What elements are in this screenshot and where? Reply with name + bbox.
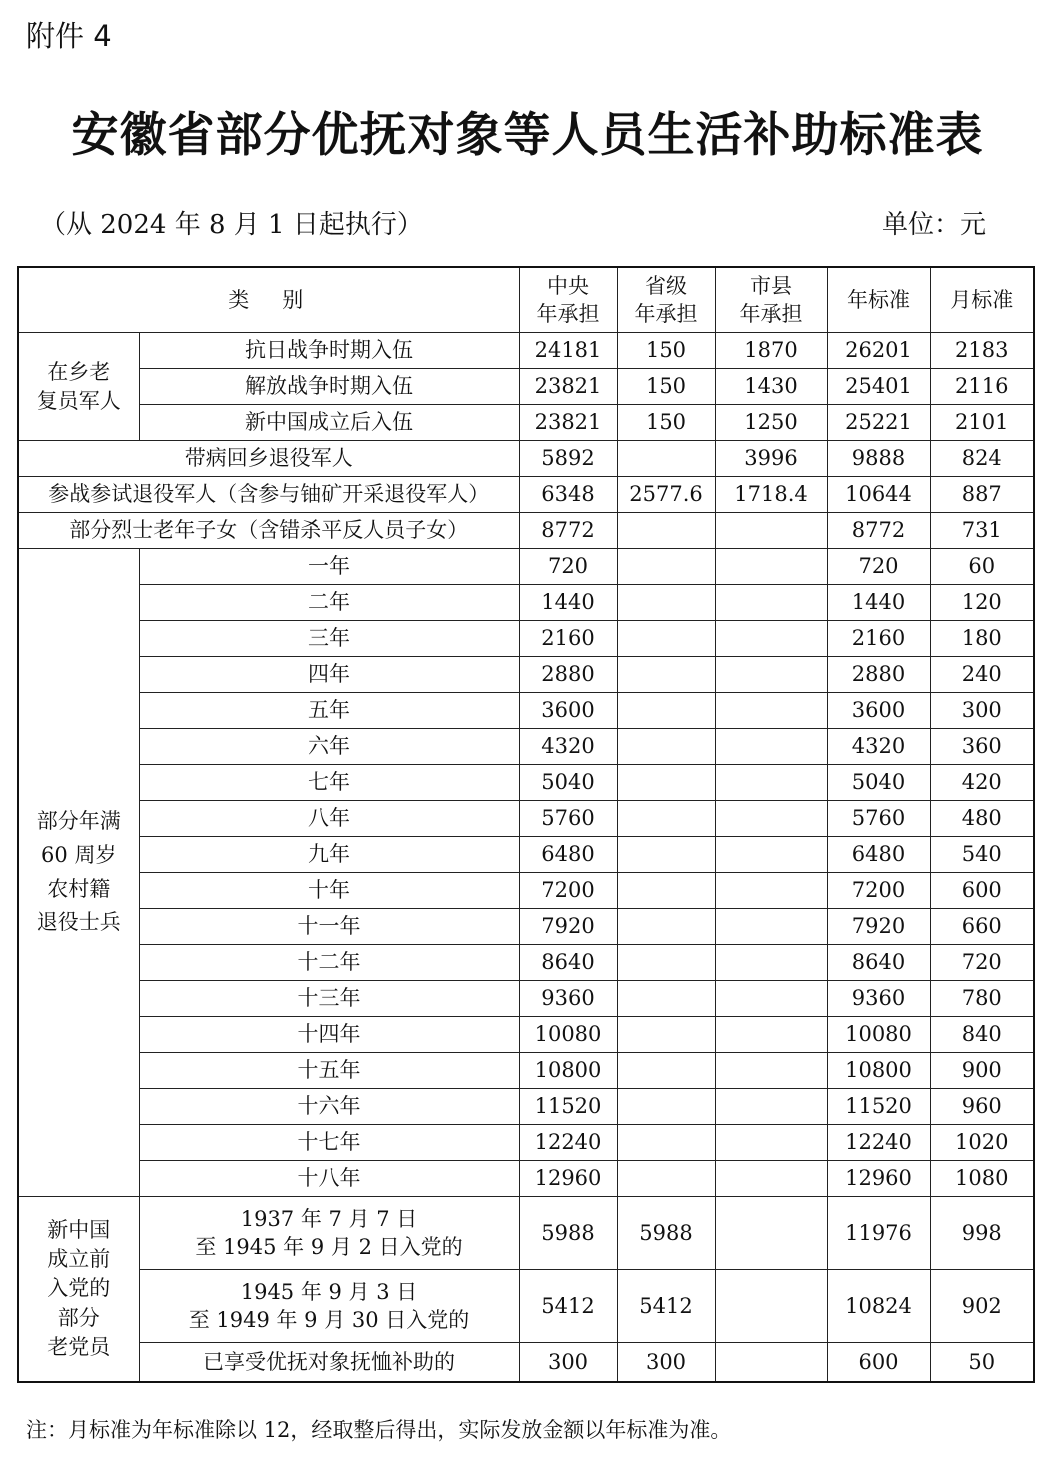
city-value (715, 1125, 827, 1161)
city-value (715, 1089, 827, 1125)
city-value (715, 801, 827, 837)
city-value: 1250 (715, 405, 827, 441)
province-value (617, 1161, 715, 1197)
annual-value: 600 (827, 1343, 930, 1383)
annual-value: 10644 (827, 477, 930, 513)
province-value (617, 765, 715, 801)
row-label: 解放战争时期入伍 (139, 369, 519, 405)
table-row (18, 333, 1034, 369)
table-row (18, 657, 1034, 693)
row-label: 六年 (139, 729, 519, 765)
monthly-value: 840 (930, 1017, 1034, 1053)
monthly-value: 240 (930, 657, 1034, 693)
city-value (715, 873, 827, 909)
row-label: 七年 (139, 765, 519, 801)
header-row (18, 267, 1034, 333)
monthly-value: 420 (930, 765, 1034, 801)
monthly-value: 2183 (930, 333, 1034, 369)
row-label: 十七年 (139, 1125, 519, 1161)
row-label: 1945 年 9 月 3 日 至 1949 年 9 月 30 日入党的 (139, 1270, 519, 1343)
annual-value: 5040 (827, 765, 930, 801)
monthly-value: 824 (930, 441, 1034, 477)
row-label: 参战参试退役军人（含参与铀矿开采退役军人） (18, 477, 519, 513)
province-value (617, 1089, 715, 1125)
group-label-party-members: 新中国 成立前 入党的 部分 老党员 (18, 1197, 139, 1383)
table-row (18, 981, 1034, 1017)
annual-value: 6480 (827, 837, 930, 873)
header-annual: 年标准 (827, 267, 930, 333)
row-label: 1937 年 7 月 7 日 至 1945 年 9 月 2 日入党的 (139, 1197, 519, 1270)
row-label: 九年 (139, 837, 519, 873)
monthly-value: 1080 (930, 1161, 1034, 1197)
central-value: 6480 (519, 837, 617, 873)
province-value: 150 (617, 405, 715, 441)
table-row (18, 369, 1034, 405)
monthly-value: 120 (930, 585, 1034, 621)
header-province: 省级 年承担 (617, 267, 715, 333)
central-value: 11520 (519, 1089, 617, 1125)
annual-value: 10824 (827, 1270, 930, 1343)
province-value (617, 441, 715, 477)
row-label: 十四年 (139, 1017, 519, 1053)
province-value: 150 (617, 369, 715, 405)
row-label: 十二年 (139, 945, 519, 981)
header-central: 中央 年承担 (519, 267, 617, 333)
table-row (18, 1270, 1034, 1343)
city-value (715, 837, 827, 873)
monthly-value: 300 (930, 693, 1034, 729)
province-value (617, 801, 715, 837)
annual-value: 7200 (827, 873, 930, 909)
subsidy-standard-table (17, 266, 1035, 1383)
city-value (715, 765, 827, 801)
central-value: 9360 (519, 981, 617, 1017)
city-value: 1718.4 (715, 477, 827, 513)
row-label: 已享受优抚对象抚恤补助的 (139, 1343, 519, 1383)
attachment-label: 附件 4 (26, 19, 112, 53)
monthly-value: 960 (930, 1089, 1034, 1125)
central-value: 5988 (519, 1197, 617, 1270)
central-value: 23821 (519, 369, 617, 405)
row-label: 十年 (139, 873, 519, 909)
annual-value: 1440 (827, 585, 930, 621)
monthly-value: 60 (930, 549, 1034, 585)
province-value: 300 (617, 1343, 715, 1383)
monthly-value: 720 (930, 945, 1034, 981)
document-title: 安徽省部分优抚对象等人员生活补助标准表 (71, 108, 984, 163)
central-value: 23821 (519, 405, 617, 441)
province-value (617, 621, 715, 657)
row-label: 十五年 (139, 1053, 519, 1089)
central-value: 300 (519, 1343, 617, 1383)
city-value (715, 621, 827, 657)
central-value: 6348 (519, 477, 617, 513)
monthly-value: 900 (930, 1053, 1034, 1089)
province-value (617, 1017, 715, 1053)
unit-label: 单位：元 (882, 210, 987, 240)
group-label-rural-soldiers: 部分年满 60 周岁 农村籍 退役士兵 (18, 549, 139, 1197)
province-value (617, 585, 715, 621)
province-value: 2577.6 (617, 477, 715, 513)
monthly-value: 180 (930, 621, 1034, 657)
annual-value: 12960 (827, 1161, 930, 1197)
province-value (617, 909, 715, 945)
monthly-value: 1020 (930, 1125, 1034, 1161)
footnote: 注：月标准为年标准除以 12，经取整后得出，实际发放金额以年标准为准。 (26, 1418, 732, 1442)
table-row (18, 1053, 1034, 1089)
table-row (18, 585, 1034, 621)
city-value (715, 1053, 827, 1089)
table-row (18, 405, 1034, 441)
province-value: 5412 (617, 1270, 715, 1343)
header-city: 市县 年承担 (715, 267, 827, 333)
row-label: 一年 (139, 549, 519, 585)
annual-value: 9360 (827, 981, 930, 1017)
table-row (18, 1197, 1034, 1270)
table-row (18, 765, 1034, 801)
city-value (715, 1161, 827, 1197)
city-value (715, 981, 827, 1017)
table-row (18, 477, 1034, 513)
central-value: 10080 (519, 1017, 617, 1053)
monthly-value: 731 (930, 513, 1034, 549)
annual-value: 10800 (827, 1053, 930, 1089)
province-value: 150 (617, 333, 715, 369)
province-value (617, 693, 715, 729)
central-value: 7920 (519, 909, 617, 945)
province-value (617, 873, 715, 909)
annual-value: 11520 (827, 1089, 930, 1125)
row-label: 新中国成立后入伍 (139, 405, 519, 441)
city-value (715, 729, 827, 765)
table-row (18, 1161, 1034, 1197)
city-value (715, 1017, 827, 1053)
monthly-value: 540 (930, 837, 1034, 873)
annual-value: 8772 (827, 513, 930, 549)
city-value (715, 1197, 827, 1270)
annual-value: 25401 (827, 369, 930, 405)
central-value: 4320 (519, 729, 617, 765)
annual-value: 4320 (827, 729, 930, 765)
table-row (18, 729, 1034, 765)
city-value (715, 1343, 827, 1383)
monthly-value: 2101 (930, 405, 1034, 441)
row-label: 八年 (139, 801, 519, 837)
monthly-value: 887 (930, 477, 1034, 513)
central-value: 12960 (519, 1161, 617, 1197)
province-value (617, 657, 715, 693)
central-value: 5760 (519, 801, 617, 837)
province-value (617, 1125, 715, 1161)
table-row (18, 837, 1034, 873)
table-row (18, 1089, 1034, 1125)
central-value: 720 (519, 549, 617, 585)
monthly-value: 480 (930, 801, 1034, 837)
annual-value: 11976 (827, 1197, 930, 1270)
city-value (715, 549, 827, 585)
row-label: 十八年 (139, 1161, 519, 1197)
province-value (617, 837, 715, 873)
row-label: 十六年 (139, 1089, 519, 1125)
city-value (715, 585, 827, 621)
row-label: 四年 (139, 657, 519, 693)
row-label: 带病回乡退役军人 (18, 441, 519, 477)
table-row (18, 873, 1034, 909)
city-value: 1430 (715, 369, 827, 405)
header-category: 类 别 (18, 267, 519, 333)
annual-value: 720 (827, 549, 930, 585)
central-value: 10800 (519, 1053, 617, 1089)
annual-value: 10080 (827, 1017, 930, 1053)
table-row (18, 909, 1034, 945)
province-value (617, 549, 715, 585)
table-row (18, 801, 1034, 837)
province-value: 5988 (617, 1197, 715, 1270)
annual-value: 12240 (827, 1125, 930, 1161)
row-label: 十一年 (139, 909, 519, 945)
row-label: 五年 (139, 693, 519, 729)
central-value: 8640 (519, 945, 617, 981)
city-value: 3996 (715, 441, 827, 477)
central-value: 2880 (519, 657, 617, 693)
table-row (18, 693, 1034, 729)
monthly-value: 600 (930, 873, 1034, 909)
annual-value: 3600 (827, 693, 930, 729)
monthly-value: 50 (930, 1343, 1034, 1383)
annual-value: 8640 (827, 945, 930, 981)
city-value (715, 513, 827, 549)
row-label: 十三年 (139, 981, 519, 1017)
central-value: 1440 (519, 585, 617, 621)
city-value (715, 945, 827, 981)
annual-value: 5760 (827, 801, 930, 837)
monthly-value: 780 (930, 981, 1034, 1017)
table-row (18, 549, 1034, 585)
table-row (18, 621, 1034, 657)
row-label: 二年 (139, 585, 519, 621)
central-value: 2160 (519, 621, 617, 657)
row-label: 抗日战争时期入伍 (139, 333, 519, 369)
province-value (617, 1053, 715, 1089)
row-label: 部分烈士老年子女（含错杀平反人员子女） (18, 513, 519, 549)
table-row (18, 1017, 1034, 1053)
row-label: 三年 (139, 621, 519, 657)
table-row (18, 441, 1034, 477)
annual-value: 2160 (827, 621, 930, 657)
annual-value: 26201 (827, 333, 930, 369)
annual-value: 7920 (827, 909, 930, 945)
annual-value: 9888 (827, 441, 930, 477)
city-value (715, 1270, 827, 1343)
monthly-value: 998 (930, 1197, 1034, 1270)
annual-value: 25221 (827, 405, 930, 441)
table-row (18, 1343, 1034, 1383)
monthly-value: 902 (930, 1270, 1034, 1343)
central-value: 5892 (519, 441, 617, 477)
effective-date: （从 2024 年 8 月 1 日起执行） (40, 210, 423, 240)
header-monthly: 月标准 (930, 267, 1034, 333)
central-value: 24181 (519, 333, 617, 369)
central-value: 7200 (519, 873, 617, 909)
city-value (715, 693, 827, 729)
monthly-value: 660 (930, 909, 1034, 945)
central-value: 3600 (519, 693, 617, 729)
table-row (18, 1125, 1034, 1161)
monthly-value: 360 (930, 729, 1034, 765)
province-value (617, 513, 715, 549)
monthly-value: 2116 (930, 369, 1034, 405)
city-value (715, 657, 827, 693)
table-row (18, 513, 1034, 549)
group-label-veterans: 在乡老 复员军人 (18, 333, 139, 441)
annual-value: 2880 (827, 657, 930, 693)
province-value (617, 729, 715, 765)
province-value (617, 981, 715, 1017)
city-value (715, 909, 827, 945)
central-value: 5412 (519, 1270, 617, 1343)
province-value (617, 945, 715, 981)
table-row (18, 945, 1034, 981)
central-value: 5040 (519, 765, 617, 801)
city-value: 1870 (715, 333, 827, 369)
central-value: 8772 (519, 513, 617, 549)
central-value: 12240 (519, 1125, 617, 1161)
